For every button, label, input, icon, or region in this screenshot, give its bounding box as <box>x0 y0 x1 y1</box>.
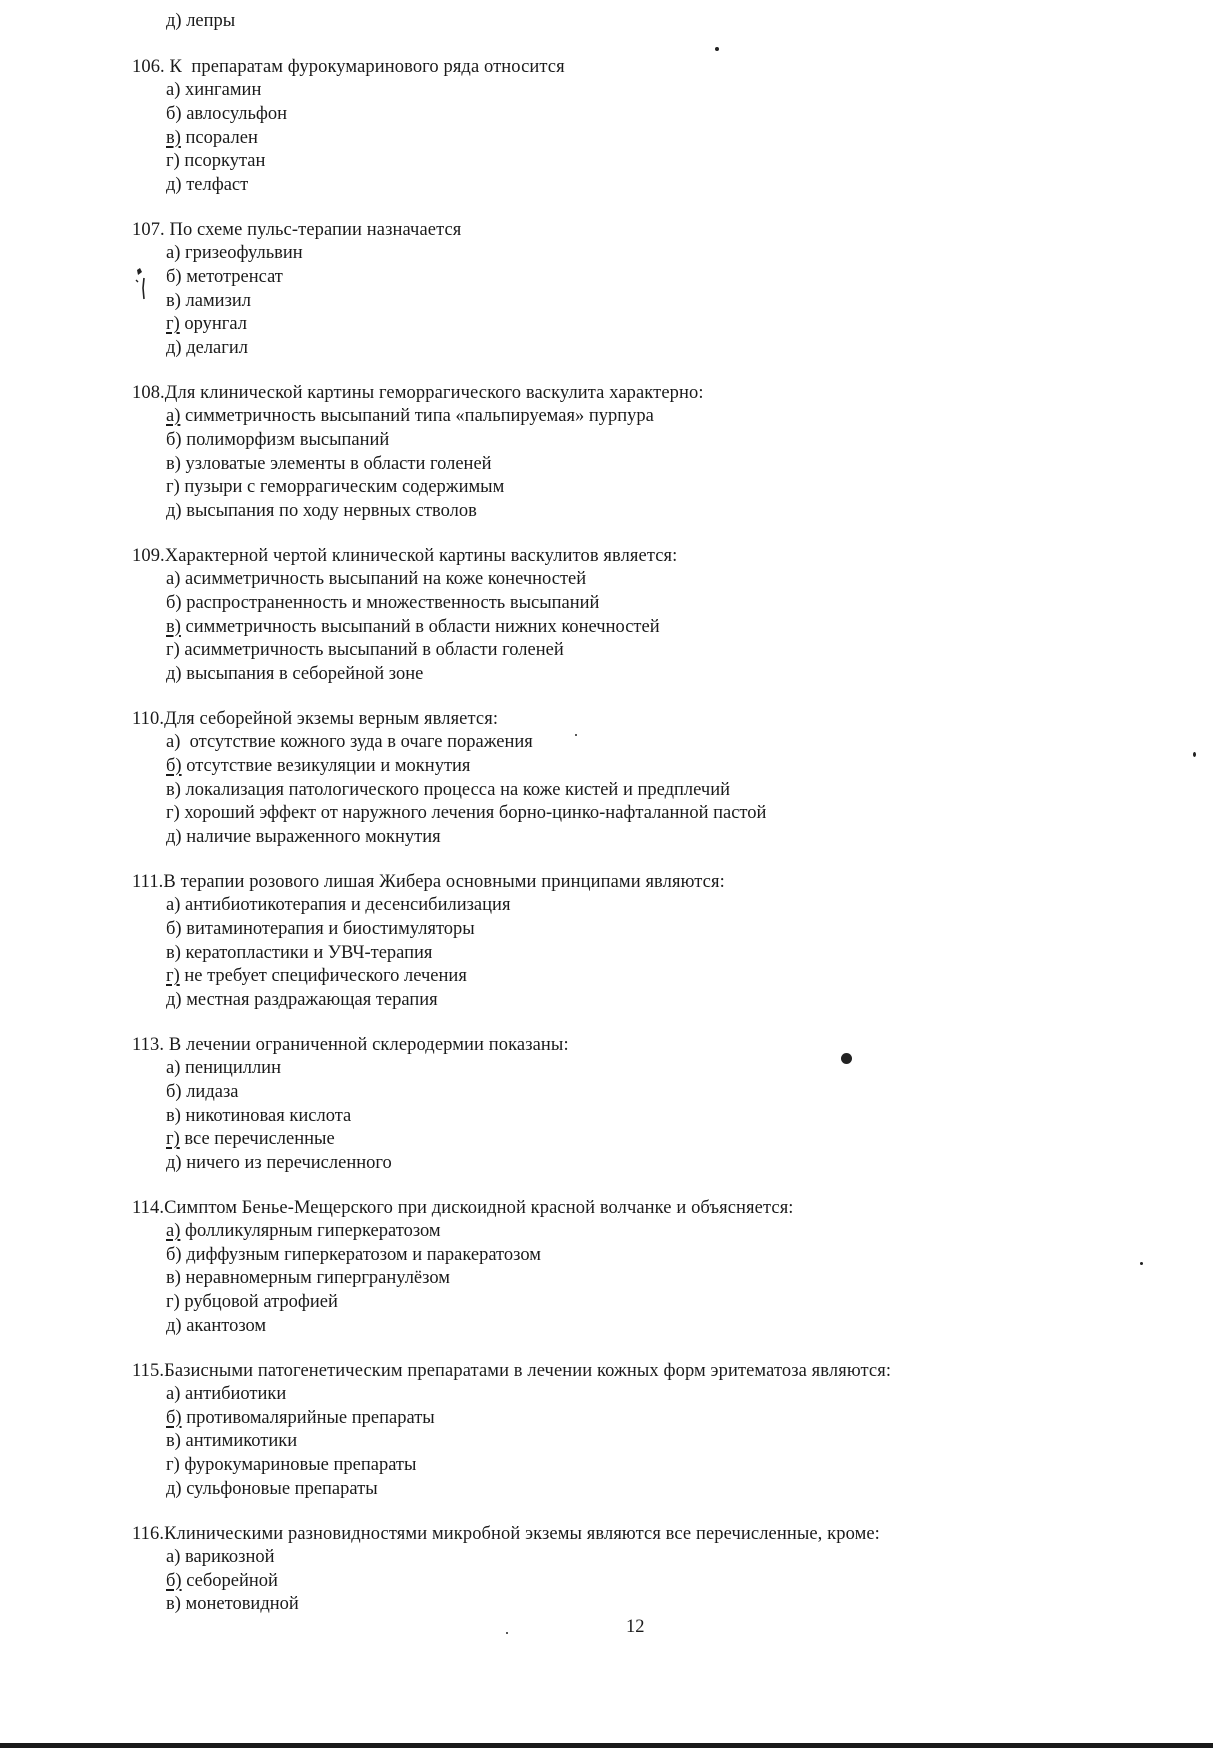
answer-option <box>166 1407 1172 1431</box>
answer-text: антибиотикотерапия и десенсибилизация <box>180 894 511 915</box>
answer-option <box>166 755 1172 779</box>
answer-option <box>166 731 1172 755</box>
answer-text: монетовидной <box>180 1594 299 1615</box>
answer-text: авлосульфон <box>181 103 288 124</box>
answer-text: хороший эффект от наружного лечения борно-цинко-нафталанной пастой <box>179 803 767 824</box>
answer-letter: а) <box>166 1546 181 1567</box>
answer-option <box>166 1105 1172 1129</box>
answer-text: отсутствие кожного зуда в очаге поражения <box>180 731 533 752</box>
answer-options <box>166 731 1172 850</box>
answer-text: сульфоновые препараты <box>181 1479 378 1500</box>
answer-text: симметричность высыпаний в области нижних конечностей <box>180 616 660 637</box>
answer-option <box>166 592 1172 616</box>
answer-letter: г) <box>166 151 180 172</box>
answer-text: локализация патологического процесса на коже кистей и предплечий <box>180 779 730 800</box>
answer-text: рубцовой атрофией <box>179 1292 338 1313</box>
answer-options <box>166 242 1172 361</box>
answer-options <box>166 79 1172 198</box>
answer-letter: г) <box>166 640 180 661</box>
answer-option <box>166 1244 1172 1268</box>
answer-text: лидаза <box>181 1081 239 1102</box>
answer-text: пенициллин <box>180 1057 281 1078</box>
question-number: 109. <box>132 545 165 566</box>
answer-letter: б) <box>166 103 182 124</box>
answer-letter: а) <box>166 1383 181 1404</box>
answer-text: местная раздражающая терапия <box>181 990 438 1011</box>
answer-option <box>166 802 1172 826</box>
question <box>132 56 1172 198</box>
answer-option <box>166 568 1172 592</box>
answer-option <box>166 500 1172 524</box>
answer-text: псоркутан <box>179 151 266 172</box>
answer-options <box>166 894 1172 1013</box>
answer-options <box>166 1383 1172 1502</box>
answer-letter: а) <box>166 242 181 263</box>
scan-speck <box>841 1053 852 1064</box>
answer-option <box>166 1315 1172 1339</box>
answer-option <box>166 989 1172 1013</box>
answer-option <box>166 429 1172 453</box>
answer-option <box>166 826 1172 850</box>
answer-letter: б) <box>166 429 182 450</box>
answer-text: распространенность и множественность высыпаний <box>181 592 600 613</box>
answer-letter: в) <box>166 779 181 800</box>
answer-option <box>166 1430 1172 1454</box>
scan-speck <box>1193 752 1196 757</box>
answer-option <box>166 242 1172 266</box>
answer-option <box>166 616 1172 640</box>
answer-letter: в) <box>166 1268 181 1289</box>
answer-text: кератопластики и УВЧ-терапия <box>180 942 433 963</box>
answer-text: акантозом <box>181 1316 267 1337</box>
answer-text: себорейной <box>181 1570 278 1591</box>
question <box>132 708 1172 850</box>
question-list <box>132 56 1172 1638</box>
question-number: 114. <box>132 1197 165 1218</box>
answer-text: телфаст <box>181 175 249 196</box>
answer-option <box>166 1478 1172 1502</box>
answer-letter: а) <box>166 80 181 100</box>
correct-answer-letter: г) <box>166 966 180 987</box>
question-text: Базисными патогенетическим препаратами в лечении кожных форм эритематоза являются: <box>164 1360 892 1381</box>
handwritten-mark-icon <box>134 266 148 302</box>
answer-option <box>166 894 1172 918</box>
scan-speck <box>506 1632 508 1634</box>
answer-option <box>166 290 1172 314</box>
answer-option <box>166 1081 1172 1105</box>
correct-answer-letter: б) <box>166 1407 182 1428</box>
question-heading <box>132 382 1172 405</box>
question-number: 107. <box>132 219 165 240</box>
answer-text: симметричность высыпаний типа «пальпируемая» пурпура <box>180 405 654 426</box>
scan-bottom-edge <box>0 1743 1213 1748</box>
answer-text: антимикотики <box>180 1431 298 1452</box>
scan-speck <box>1140 1262 1143 1265</box>
question <box>132 382 1172 524</box>
answer-text: варикозной <box>180 1546 275 1567</box>
previous-question-last-option: д) лепры <box>166 11 236 31</box>
question <box>132 545 1172 687</box>
answer-text: наличие выраженного мокнутия <box>181 827 441 848</box>
correct-answer-letter: б) <box>166 755 182 776</box>
answer-text: узловатые элементы в области голеней <box>180 453 492 474</box>
question-number: 108. <box>132 382 165 403</box>
answer-option <box>166 1593 1172 1617</box>
answer-letter: г) <box>166 1455 180 1476</box>
question-text: По схеме пульс-терапии назначается <box>164 219 462 240</box>
question <box>132 1197 1172 1339</box>
question <box>132 1034 1172 1176</box>
question <box>132 1360 1172 1502</box>
answer-options <box>166 405 1172 524</box>
answer-text: метотренсат <box>181 266 283 287</box>
answer-text: неравномерным гипергранулёзом <box>180 1268 450 1289</box>
answer-letter: д) <box>166 1153 182 1174</box>
answer-letter: д) <box>166 1316 182 1337</box>
answer-option <box>166 1057 1172 1081</box>
answer-text: полиморфизм высыпаний <box>181 429 390 450</box>
question-heading <box>132 1523 1172 1546</box>
question <box>132 871 1172 1013</box>
answer-text: ничего из перечисленного <box>181 1153 392 1174</box>
answer-option <box>166 103 1172 127</box>
answer-text: фурокумариновые препараты <box>179 1455 417 1476</box>
answer-options <box>166 1546 1172 1617</box>
question-text: Клиническими разновидностями микробной экземы являются все перечисленные, кроме: <box>164 1523 880 1544</box>
question-heading <box>132 545 1172 568</box>
answer-letter: в) <box>166 1431 181 1452</box>
question-number: 106. <box>132 57 165 77</box>
answer-options <box>166 1057 1172 1176</box>
question-heading <box>132 1034 1172 1057</box>
question-heading <box>132 1360 1172 1383</box>
question-text: К препаратам фурокумаринового ряда относится <box>164 57 565 77</box>
answer-option <box>166 1291 1172 1315</box>
answer-option <box>166 174 1172 198</box>
answer-text: не требует специфического лечения <box>179 966 467 987</box>
answer-letter: д) <box>166 664 182 685</box>
question-number: 116. <box>132 1523 165 1544</box>
answer-option <box>166 1570 1172 1594</box>
answer-letter: а) <box>166 1057 181 1078</box>
question-number: 110. <box>132 708 165 729</box>
answer-option <box>166 337 1172 361</box>
answer-option <box>166 1267 1172 1291</box>
answer-letter: г) <box>166 477 180 498</box>
answer-option <box>166 965 1172 989</box>
question-number: 111. <box>132 871 164 892</box>
answer-letter: д) <box>166 338 182 359</box>
answer-option <box>166 150 1172 174</box>
answer-text: ламизил <box>180 290 252 311</box>
answer-text: никотиновая кислота <box>180 1105 352 1126</box>
answer-text: высыпания по ходу нервных стволов <box>181 501 477 522</box>
answer-letter: д) <box>166 501 182 522</box>
answer-letter: а) <box>166 894 181 915</box>
answer-text: все перечисленные <box>179 1129 335 1150</box>
question-number: 115. <box>132 1360 165 1381</box>
question-text: В терапии розового лишая Жибера основными принципами являются: <box>163 871 725 892</box>
answer-option <box>166 1152 1172 1176</box>
answer-option <box>166 453 1172 477</box>
answer-text: орунгал <box>179 314 247 335</box>
answer-text: пузыри с геморрагическим содержимым <box>179 477 505 498</box>
answer-text: противомалярийные препараты <box>181 1407 435 1428</box>
answer-options <box>166 1220 1172 1339</box>
answer-text: асимметричность высыпаний на коже конечностей <box>180 568 587 589</box>
answer-letter: д) <box>166 175 182 196</box>
answer-letter: б) <box>166 266 182 287</box>
answer-letter: в) <box>166 1105 181 1126</box>
answer-letter: б) <box>166 1081 182 1102</box>
answer-letter: в) <box>166 942 181 963</box>
answer-text: гризеофульвин <box>180 242 303 263</box>
answer-option <box>166 639 1172 663</box>
answer-letter: б) <box>166 592 182 613</box>
answer-letter: в) <box>166 1594 181 1615</box>
answer-text: фолликулярным гиперкератозом <box>180 1220 441 1241</box>
answer-letter: в) <box>166 290 181 311</box>
answer-option <box>166 663 1172 687</box>
scan-speck <box>715 47 719 51</box>
question-heading <box>132 708 1172 731</box>
answer-option <box>166 266 1172 290</box>
answer-option <box>166 476 1172 500</box>
answer-letter: д) <box>166 1479 182 1500</box>
answer-option <box>166 1454 1172 1478</box>
answer-text: высыпания в себорейной зоне <box>181 664 424 685</box>
answer-text: антибиотики <box>180 1383 287 1404</box>
correct-answer-letter: а) <box>166 405 181 426</box>
correct-answer-letter: г) <box>166 1129 180 1150</box>
correct-answer-letter: в) <box>166 616 181 637</box>
answer-option <box>166 79 1172 103</box>
question-text: Для себорейной экземы верным является: <box>164 708 499 729</box>
correct-answer-letter: в) <box>166 127 181 148</box>
answer-option <box>166 1383 1172 1407</box>
answer-letter: а) <box>166 568 181 589</box>
answer-text: отсутствие везикуляции и мокнутия <box>181 755 471 776</box>
question-heading <box>132 1197 1172 1220</box>
answer-option <box>166 127 1172 151</box>
question-number: 113. <box>132 1034 165 1055</box>
answer-letter: г) <box>166 803 180 824</box>
correct-answer-letter: г) <box>166 314 180 335</box>
question <box>132 219 1172 361</box>
question-heading <box>132 219 1172 242</box>
answer-text: псорален <box>180 127 258 148</box>
answer-text: делагил <box>181 338 248 359</box>
answer-option <box>166 942 1172 966</box>
question-text: Для клинической картины геморрагического васкулита характерно: <box>164 382 704 403</box>
scan-speck <box>575 734 577 736</box>
answer-letter: б) <box>166 918 182 939</box>
question-heading <box>132 871 1172 894</box>
correct-answer-letter: а) <box>166 1220 181 1241</box>
answer-option <box>166 918 1172 942</box>
question-text: Характерной чертой клинической картины васкулитов является: <box>164 545 678 566</box>
answer-letter: д) <box>166 990 182 1011</box>
question <box>132 1523 1172 1617</box>
answer-option <box>166 1546 1172 1570</box>
answer-letter: г) <box>166 1292 180 1313</box>
answer-letter: а) <box>166 731 181 752</box>
answer-option <box>166 405 1172 429</box>
page-number: 12 <box>626 1617 645 1637</box>
answer-options <box>166 568 1172 687</box>
answer-text: диффузным гиперкератозом и паракератозом <box>181 1244 541 1265</box>
answer-option <box>166 779 1172 803</box>
answer-option <box>166 313 1172 337</box>
answer-option <box>166 1220 1172 1244</box>
question-text: В лечении ограниченной склеродермии показаны: <box>164 1034 569 1055</box>
answer-letter: б) <box>166 1244 182 1265</box>
answer-letter: в) <box>166 453 181 474</box>
answer-letter: д) <box>166 827 182 848</box>
question-heading <box>132 56 1172 79</box>
question-text: Симптом Бенье-Мещерского при дискоидной красной волчанке и объясняется: <box>164 1197 794 1218</box>
answer-text: хингамин <box>180 80 262 100</box>
answer-option <box>166 1128 1172 1152</box>
correct-answer-letter: б) <box>166 1570 182 1591</box>
answer-text: витаминотерапия и биостимуляторы <box>181 918 475 939</box>
answer-text: асимметричность высыпаний в области голеней <box>179 640 564 661</box>
